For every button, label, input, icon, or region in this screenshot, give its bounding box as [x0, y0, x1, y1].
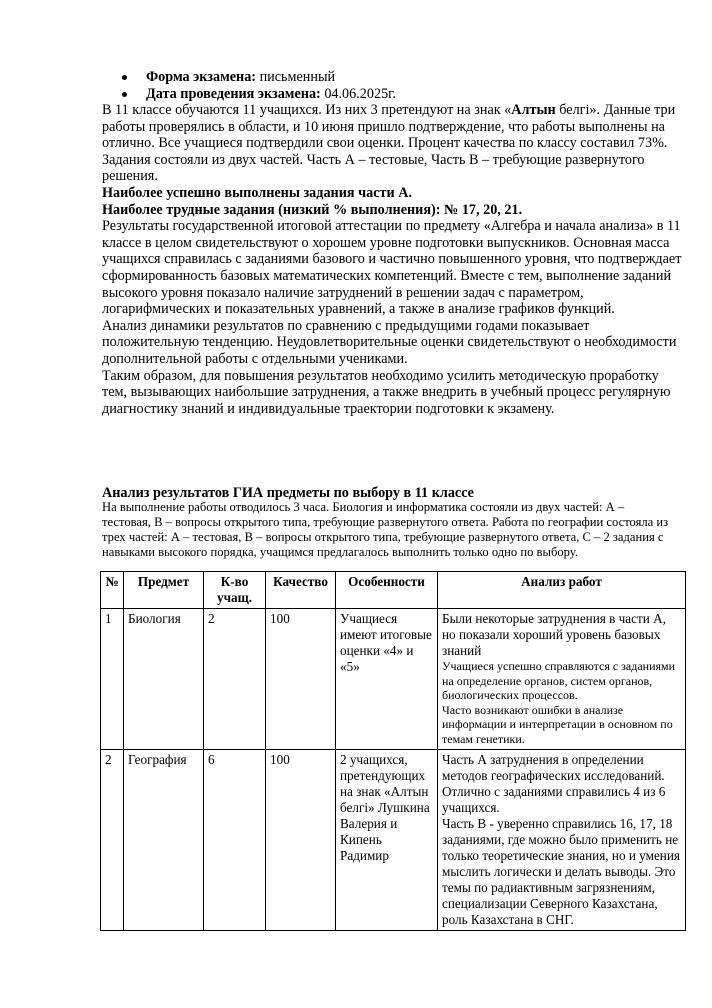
- row-count: 6: [204, 749, 266, 930]
- exam-form-value: письменный: [256, 69, 336, 85]
- bullet-icon: [122, 75, 127, 80]
- header-quality: Качество: [266, 572, 336, 609]
- table-header-row: [101, 572, 686, 609]
- analysis-main: Были некоторые затруднения в части А, но показали хороший уровень базовых знаний: [442, 611, 666, 658]
- dynamics-paragraph: Анализ динамики результатов по сравнению с предыдущими годами показывает положительную тенденцию. Неудовлетворительные оценки свидетельствуют о необходимости дополнительной работы с отдельными учениками.: [102, 317, 677, 367]
- intro-text-b: белгі».: [555, 102, 601, 118]
- results-table: [100, 571, 686, 931]
- header-features: Особенности: [336, 572, 438, 609]
- analysis-detail-1: Часть В - уверенно справились 16, 17, 18 заданиями, где можно было применить не только теоретические знания, но и умения мыслить логически и делать выводы. Это темы по радиактивным загрязнениям, специализации Северного Казахстана, роль Казахстана в СНГ.: [442, 815, 680, 927]
- difficult-heading: [102, 202, 682, 219]
- row-subject: Биология: [124, 609, 204, 750]
- row-analysis: [438, 749, 686, 930]
- bullet-icon: [122, 92, 127, 97]
- intro-paragraph-1: [102, 102, 682, 152]
- exam-form-item: [120, 69, 396, 86]
- intro-paragraph-2: Задания состояли из двух частей. Часть А – тестовые, Часть В – требующие развернутого решения.: [102, 151, 645, 185]
- row-analysis: [438, 609, 686, 750]
- section-description: [102, 500, 672, 560]
- analysis-main: Часть А затруднения в определении методов географических исследований. Отлично с заданиями справились 4 из 6 учащихся.: [442, 751, 666, 815]
- header-analysis: Анализ работ: [438, 572, 686, 609]
- row-subject: География: [124, 749, 204, 930]
- conclusion-paragraph: Таким образом, для повышения результатов необходимо усилить методическую проработку тем, вызывающих наибольшие затруднения, а также внедрить в учебный процесс регулярную диагностику знаний и индивидуальные траектории подготовки к экзамену.: [102, 367, 671, 417]
- header-count: К-во учащ.: [204, 572, 266, 609]
- analysis-detail-2: Часто возникают ошибки в анализе информации и интерпретации в основном по темам генетики.: [442, 702, 673, 746]
- analysis-detail-1: Учащиеся успешно справляются с заданиями на определение органов, систем органов, биологических процессов.: [442, 659, 676, 703]
- header-num: №: [101, 572, 124, 609]
- difficult-heading-text: Наиболее трудные задания (низкий % выполнения): № 17, 20, 21.: [102, 201, 523, 218]
- exam-date-value: 04.06.2025г.: [320, 86, 396, 102]
- row-quality: 100: [266, 609, 336, 750]
- exam-date-label: Дата проведения экзамена:: [146, 86, 321, 102]
- row-quality: 100: [266, 749, 336, 930]
- exam-date-item: [120, 86, 396, 103]
- results-paragraph: Результаты государственной итоговой аттестации по предмету «Алгебра и начала анализа» в 11 классе в целом свидетельствуют о хорошем уровне подготовки выпускников. Основная масса учащихся справилась с заданиями базового и частично повышенного уровня, что подтверждает сформированность базовых математических компетенций. Вместе с тем, выполнение заданий высокого уровня показало наличие затруднений в решении задач с параметром, логарифмических и показательных уравнений, а также в анализе графиков функций.: [102, 218, 682, 318]
- table-row: [101, 749, 686, 930]
- success-heading-text: Наиболее успешно выполнены задания части А.: [102, 184, 412, 201]
- exam-form-label: Форма экзамена:: [146, 69, 257, 85]
- section-heading-text: Анализ результатов ГИА предметы по выбору в 11 классе: [102, 485, 474, 501]
- intro-text-a: В 11 классе обучаются 11 учащихся. Из них 3 претендуют на знак «: [102, 102, 512, 118]
- intro-text-bold: Алтын: [511, 102, 556, 118]
- header-subject: Предмет: [124, 572, 204, 609]
- intro-text: [102, 102, 682, 417]
- intro-text-rest: Данные три работы проверялись в области, и 10 июня пришло подтверждение, что работы выполнены на отлично. Все учащиеся подтвердили свои оценки. Процент качества по классу составил 73%.: [102, 102, 676, 152]
- table-row: [101, 609, 686, 750]
- row-num: 2: [101, 749, 124, 930]
- row-num: 1: [101, 609, 124, 750]
- row-features: 2 учащихся, претендующих на знак «Алтын белгі» Лушкина Валерия и Кипень Радимир: [336, 749, 438, 930]
- success-heading: [102, 185, 682, 202]
- row-count: 2: [204, 609, 266, 750]
- row-features: Учащиеся имеют итоговые оценки «4» и «5»: [336, 609, 438, 750]
- exam-info-list: [120, 69, 396, 103]
- section-description-text: На выполнение работы отводилось 3 часа. Биология и информатика состояли из двух частей: А – тестовая, В – вопросы открытого типа, требующие развернутого ответа. Работа по географии состояла из трех частей: А – тестовая, В – вопросы открытого типа, требующие развернутого ответа, С – 2 задания с навыками высокого порядка, учащимся предлагалось выполнить только одно по выбору.: [102, 500, 669, 559]
